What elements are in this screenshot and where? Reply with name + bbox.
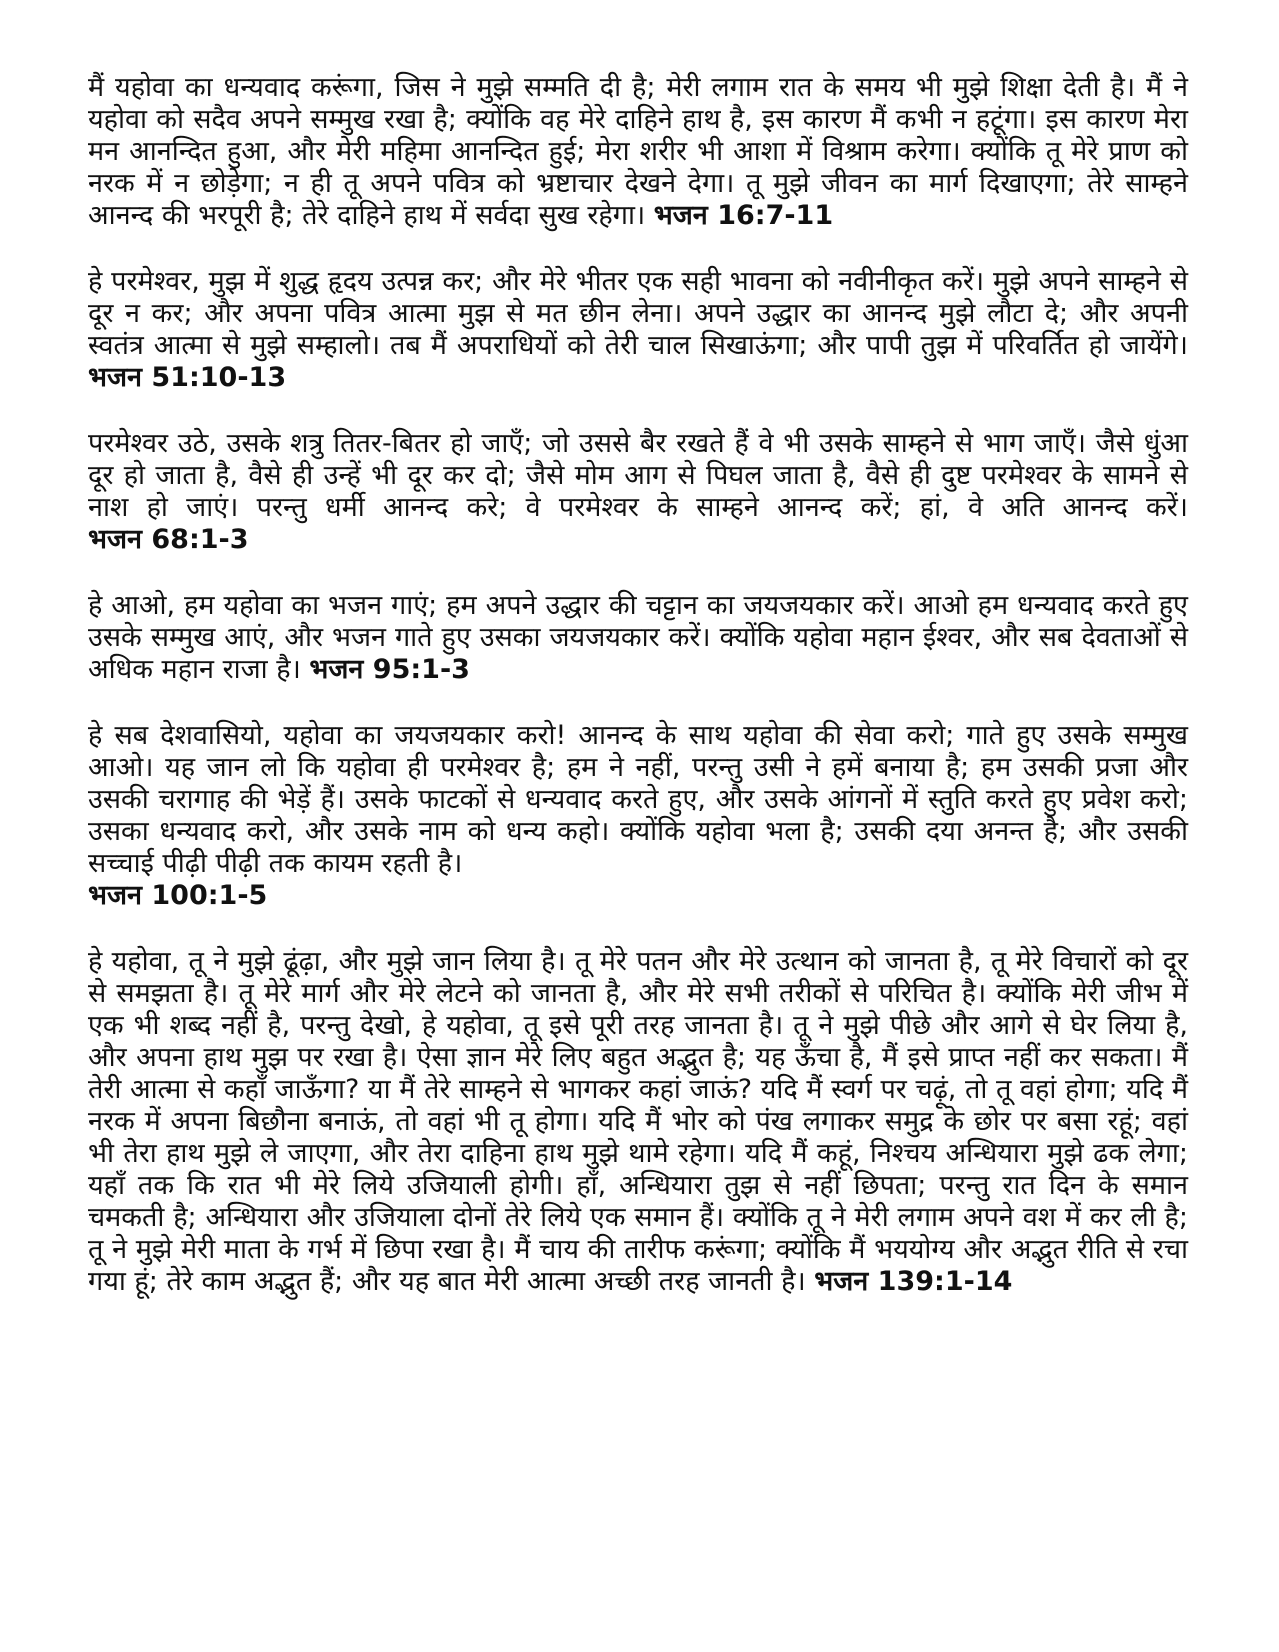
scripture-reference: भजन 51:10-13 (88, 362, 287, 393)
passage-text: हे परमेश्वर, मुझ में शुद्ध हृदय उत्पन्न कर; और मेरे भीतर एक सही भावना को नवीनीकृत करें। मुझे अपने साम्हने से दूर न कर; और अपना पवित्र आत्मा मुझ से मत छीन लेना। अपने उद्धार का आनन्द मुझे लौटा दे; और अपनी स्वतंत्र आत्मा से मुझे सम्हालो। तब मैं अपराधियों को तेरी चाल सिखाऊंगा; और पापी तुझ में परिवर्तित हो जायेंगे। (88, 266, 1188, 361)
passage-psalm-100 (88, 720, 1188, 912)
passage-text: हे आओ, हम यहोवा का भजन गाएं; हम अपने उद्धार की चट्टान का जयजयकार करें। आओ हम धन्यवाद करते हुए उसके सम्मुख आएं, और भजन गाते हुए उसका जयजयकार करें। क्योंकि यहोवा महान ईश्वर, और सब देवताओं से अधिक महान राजा है। (88, 590, 1188, 685)
passage-psalm-16 (88, 72, 1188, 232)
scripture-reference: भजन 16:7-11 (653, 200, 834, 231)
scripture-reference: भजन 100:1-5 (88, 880, 268, 911)
scripture-reference: भजन 68:1-3 (88, 524, 249, 555)
passage-text: परमेश्वर उठे, उसके शत्रु तितर-बितर हो जाएँ; जो उससे बैर रखते हैं वे भी उसके साम्हने से भाग जाएँ। जैसे धुंआ दूर हो जाता है, वैसे ही उन्हें भी दूर कर दो; जैसे मोम आग से पिघल जाता है, वैसे ही दुष्ट परमेश्वर के सामने से नाश हो जाएं। परन्तु धर्मी आनन्द करे; वे परमेश्वर के साम्हने आनन्द करें; हां, वे अति आनन्द करें। (88, 428, 1188, 523)
document-page (88, 72, 1188, 1332)
passage-psalm-139 (88, 946, 1188, 1298)
scripture-reference: भजन 139:1-14 (814, 1266, 1013, 1297)
passage-psalm-51 (88, 266, 1188, 394)
scripture-reference: भजन 95:1-3 (309, 654, 470, 685)
passage-psalm-95 (88, 590, 1188, 686)
passage-text: मैं यहोवा का धन्यवाद करूंगा, जिस ने मुझे सम्मति दी है; मेरी लगाम रात के समय भी मुझे शिक्षा देती है। मैं ने यहोवा को सदैव अपने सम्मुख रखा है; क्योंकि वह मेरे दाहिने हाथ है, इस कारण मैं कभी न हटूंगा। इस कारण मेरा मन आनन्दित हुआ, और मेरी महिमा आनन्दित हुई; मेरा शरीर भी आशा में विश्राम करेगा। क्योंकि तू मेरे प्राण को नरक में न छोड़ेगा; न ही तू अपने पवित्र को भ्रष्टाचार देखने देगा। तू मुझे जीवन का मार्ग दिखाएगा; तेरे साम्हने आनन्द की भरपूरी है; तेरे दाहिने हाथ में सर्वदा सुख रहेगा। (88, 72, 1188, 231)
passage-psalm-68 (88, 428, 1188, 556)
passage-text: हे यहोवा, तू ने मुझे ढूंढ़ा, और मुझे जान लिया है। तू मेरे पतन और मेरे उत्थान को जानता है, तू मेरे विचारों को दूर से समझता है। तू मेरे मार्ग और मेरे लेटने को जानता है, और मेरे सभी तरीकों से परिचित है। क्योंकि मेरी जीभ में एक भी शब्द नहीं है, परन्तु देखो, हे यहोवा, तू इसे पूरी तरह जानता है। तू ने मुझे पीछे और आगे से घेर लिया है, और अपना हाथ मुझ पर रखा है। ऐसा ज्ञान मेरे लिए बहुत अद्भुत है; यह ऊँचा है, मैं इसे प्राप्त नहीं कर सकता। मैं तेरी आत्मा से कहाँ जाऊँगा? या मैं तेरे साम्हने से भागकर कहां जाऊं? यदि मैं स्वर्ग पर चढ़ूं, तो तू वहां होगा; यदि मैं नरक में अपना बिछौना बनाऊं, तो वहां भी तू होगा। यदि मैं भोर को पंख लगाकर समुद्र के छोर पर बसा रहूं; वहां भी तेरा हाथ मुझे ले जाएगा, और तेरा दाहिना हाथ मुझे थामे रहेगा। यदि मैं कहूं, निश्चय अन्धियारा मुझे ढक लेगा; यहाँ तक कि रात भी मेरे लिये उजियाली होगी। हाँ, अन्धियारा तुझ से नहीं छिपता; परन्तु रात दिन के समान चमकती है; अन्धियारा और उजियाला दोनों तेरे लिये एक समान हैं। क्योंकि तू ने मेरी लगाम अपने वश में कर ली है; तू ने मुझे मेरी माता के गर्भ में छिपा रखा है। मैं चाय की तारीफ करूंगा; क्योंकि मैं भययोग्य और अद्भुत रीति से रचा गया हूं; तेरे काम अद्भुत हैं; और यह बात मेरी आत्मा अच्छी तरह जानती है। (88, 946, 1189, 1297)
passage-text: हे सब देशवासियो, यहोवा का जयजयकार करो! आनन्द के साथ यहोवा की सेवा करो; गाते हुए उसके सम्मुख आओ। यह जान लो कि यहोवा ही परमेश्वर है; हम ने नहीं, परन्तु उसी ने हमें बनाया है; हम उसकी प्रजा और उसकी चरागाह की भेड़ें हैं। उसके फाटकों से धन्यवाद करते हुए, और उसके आंगनों में स्तुति करते हुए प्रवेश करो; उसका धन्यवाद करो, और उसके नाम को धन्य कहो। क्योंकि यहोवा भला है; उसकी दया अनन्त है; और उसकी सच्चाई पीढ़ी पीढ़ी तक कायम रहती है। (88, 720, 1188, 879)
